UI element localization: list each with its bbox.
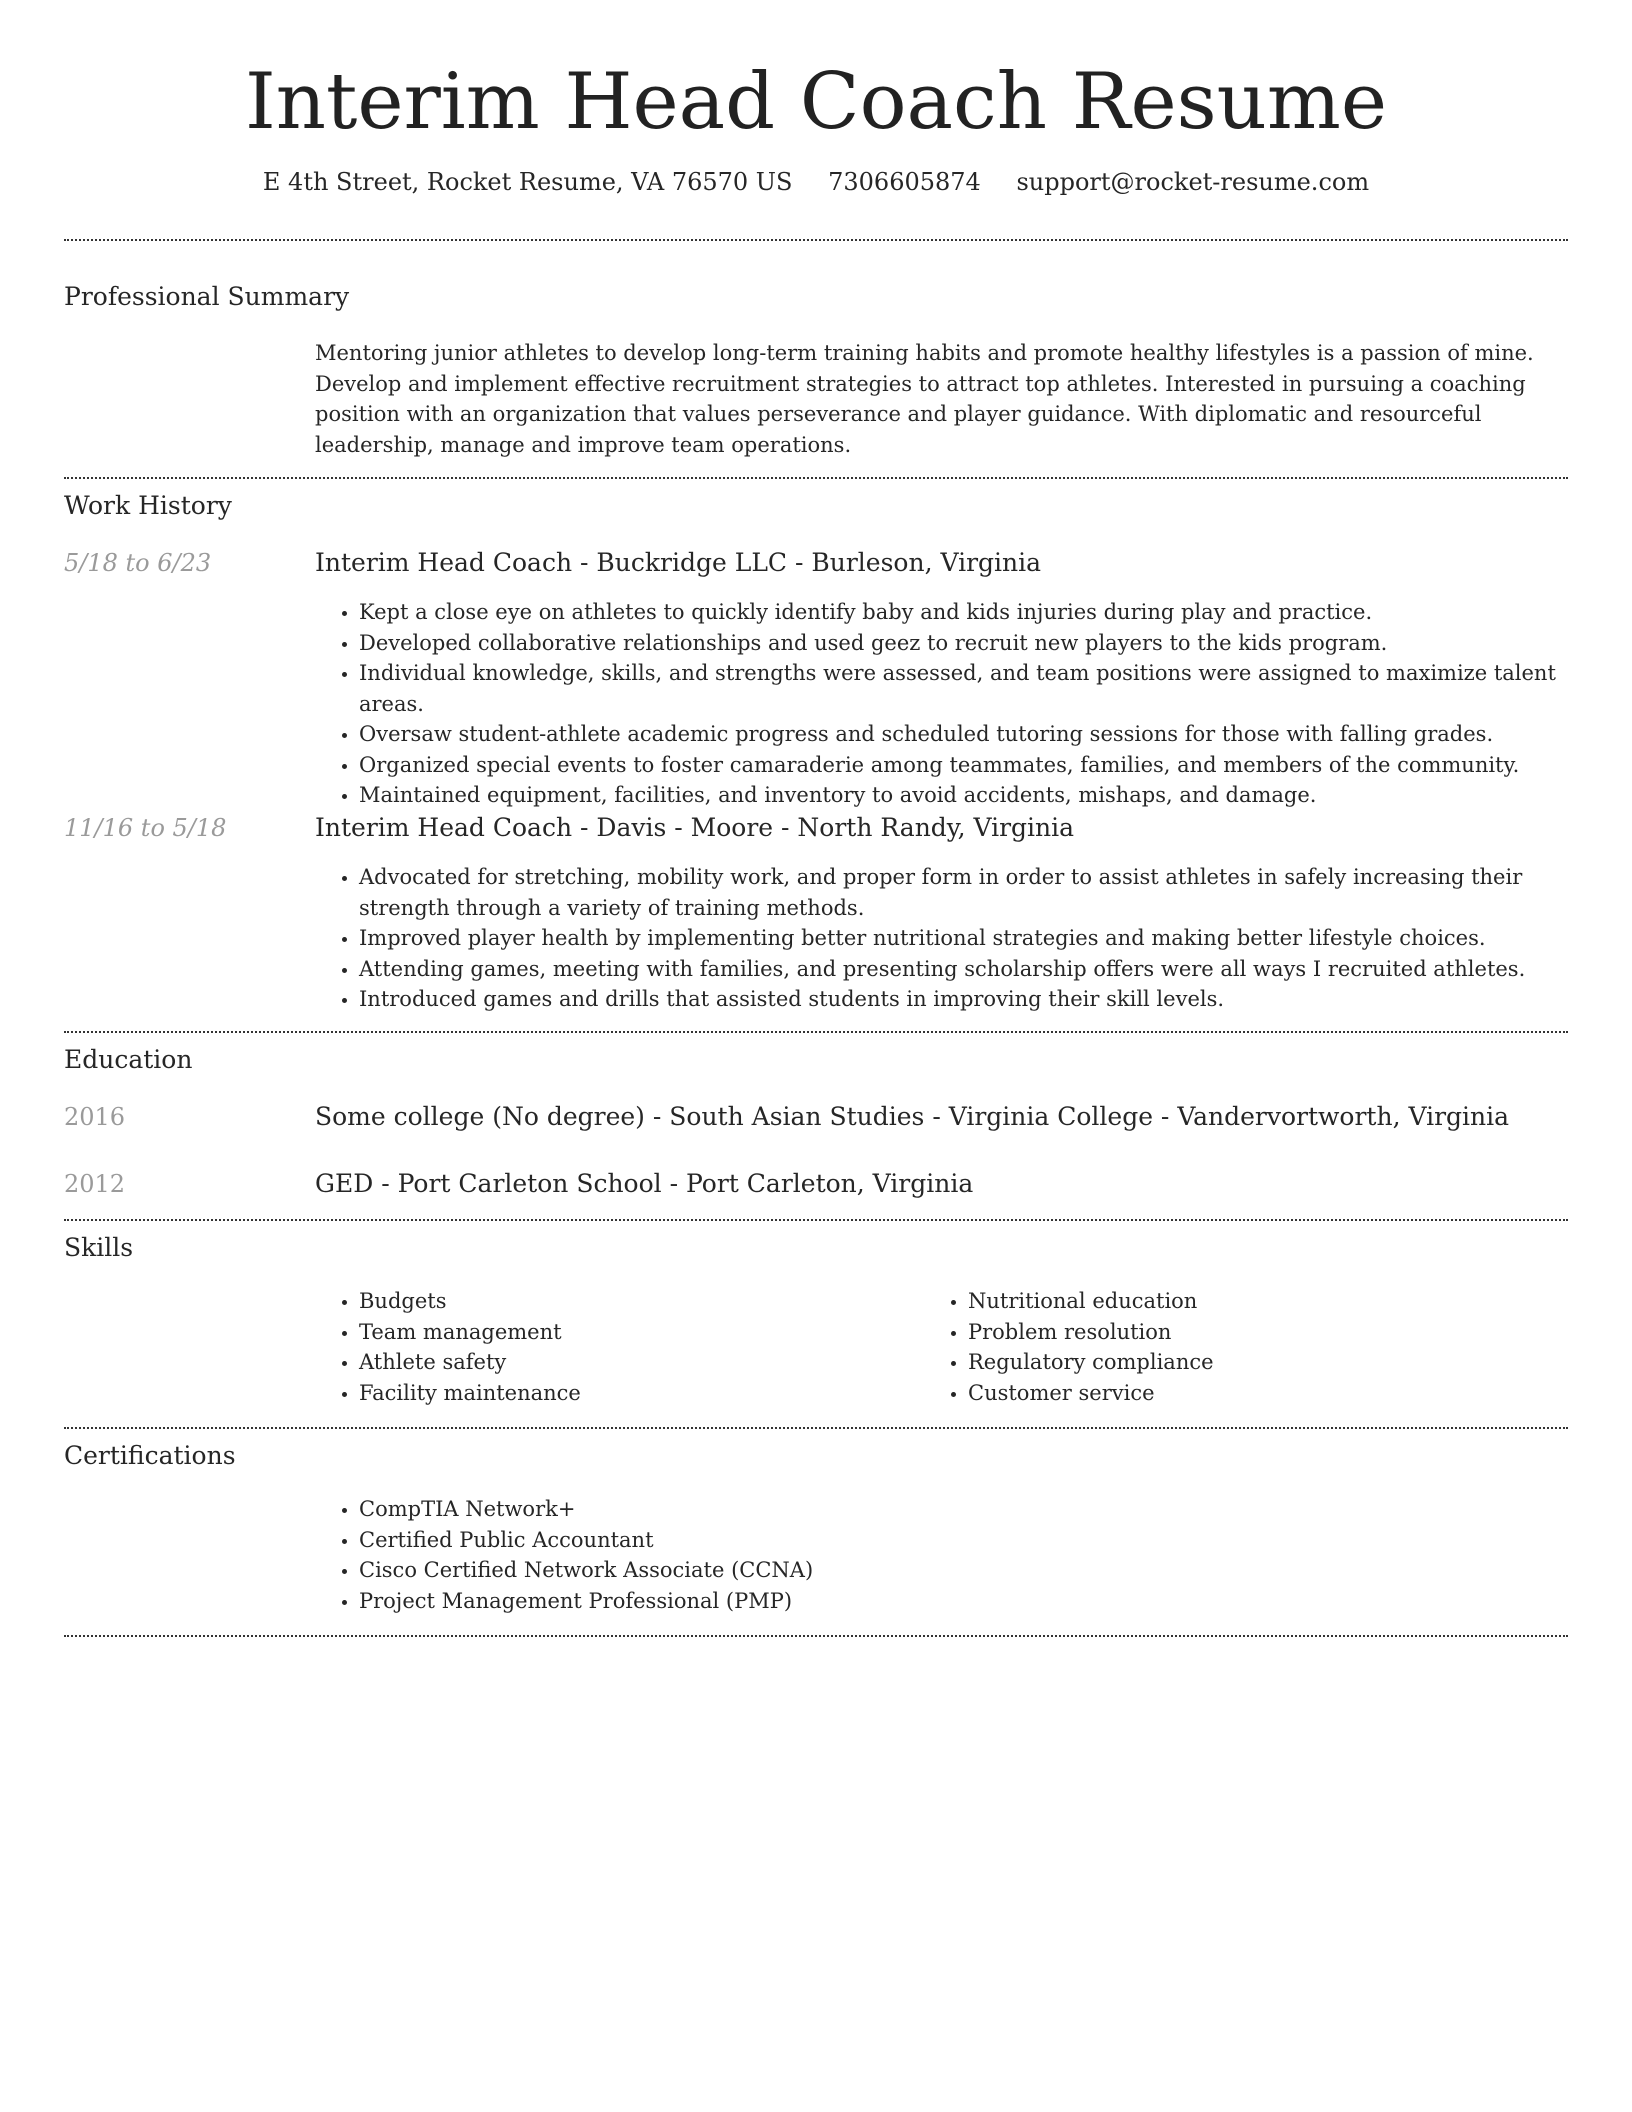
job-bullet: • Improved player health by implementing better nutritional strategies and making better lifestyle choices. (359, 923, 1612, 954)
contact-address: E 4th Street, Rocket Resume, VA 76570 US (262, 168, 793, 196)
skill-item: • Regulatory compliance (968, 1347, 1568, 1378)
skill-item: • Athlete safety (359, 1347, 959, 1378)
job-bullets (315, 597, 1612, 811)
certifications-list (315, 1494, 1612, 1616)
job-bullet: • Oversaw student-athlete academic progress and scheduled tutoring sessions for those with falling grades. (359, 719, 1612, 750)
summary-text: Mentoring junior athletes to develop long-term training habits and promote healthy lifestyles is a passion of mine. Develop and implement effective recruitment strategies to attract top athletes. Interested in pursuing a coaching position with an organization that values perseverance and player guidance. With diplomatic and resourceful leadership, manage and improve team operations. (315, 341, 1534, 457)
divider (64, 1031, 1568, 1033)
contact-line (64, 166, 1568, 198)
certifications-heading: Certifications (64, 1441, 236, 1470)
job-bullet: • Organized special events to foster camaraderie among teammates, families, and members of the community. (359, 750, 1612, 781)
divider (64, 1427, 1568, 1429)
skill-item: • Budgets (359, 1286, 959, 1317)
skills-list-left (315, 1286, 959, 1408)
skill-item: • Customer service (968, 1378, 1568, 1409)
job-title: Interim Head Coach - Buckridge LLC - Burleson, Virginia (315, 548, 1042, 577)
job-title: Interim Head Coach - Davis - Moore - North Randy, Virginia (315, 813, 1075, 842)
education-heading: Education (64, 1045, 193, 1074)
skill-item: • Facility maintenance (359, 1378, 959, 1409)
contact-phone: 7306605874 (828, 168, 981, 196)
certification-item: • Certified Public Accountant (359, 1525, 1612, 1556)
divider (64, 239, 1568, 241)
skill-item: • Team management (359, 1317, 959, 1348)
resume-page (64, 0, 1568, 1613)
education-year: 2016 (64, 1103, 126, 1131)
job-bullet: • Advocated for stretching, mobility work, and proper form in order to assist athletes in safely increasing their strength through a variety of training methods. (359, 862, 1612, 923)
job-bullet: • Developed collaborative relationships and used geez to recruit new players to the kids program. (359, 628, 1612, 659)
job-bullets (315, 862, 1612, 1015)
summary-heading: Professional Summary (64, 282, 350, 311)
resume-title: Interim Head Coach Resume (244, 57, 1388, 147)
certification-item: • Project Management Professional (PMP) (359, 1586, 1612, 1617)
skills-list-right (924, 1286, 1568, 1408)
job-bullet: • Attending games, meeting with families, and presenting scholarship offers were all ways I recruited athletes. (359, 954, 1612, 985)
job-bullet: • Individual knowledge, skills, and strengths were assessed, and team positions were assigned to maximize talent areas. (359, 658, 1612, 719)
divider (64, 1219, 1568, 1221)
job-dates: 11/16 to 5/18 (64, 814, 227, 842)
certification-item: • CompTIA Network+ (359, 1494, 1612, 1525)
education-entry: Some college (No degree) - South Asian Studies - Virginia College - Vandervortworth, Virginia (315, 1102, 1510, 1131)
skill-item: • Problem resolution (968, 1317, 1568, 1348)
education-year: 2012 (64, 1170, 126, 1198)
job-bullet: • Introduced games and drills that assisted students in improving their skill levels. (359, 984, 1612, 1015)
skill-item: • Nutritional education (968, 1286, 1568, 1317)
education-entry: GED - Port Carleton School - Port Carleton, Virginia (315, 1169, 974, 1198)
job-bullet: • Maintained equipment, facilities, and inventory to avoid accidents, mishaps, and damage. (359, 780, 1612, 811)
job-dates: 5/18 to 6/23 (64, 549, 212, 577)
contact-email: support@rocket-resume.com (1016, 168, 1370, 196)
certification-item: • Cisco Certified Network Associate (CCNA) (359, 1555, 1612, 1586)
work-heading: Work History (64, 491, 232, 520)
skills-heading: Skills (64, 1233, 134, 1262)
job-bullet: • Kept a close eye on athletes to quickly identify baby and kids injuries during play and practice. (359, 597, 1612, 628)
divider (64, 477, 1568, 479)
divider (64, 1635, 1568, 1637)
